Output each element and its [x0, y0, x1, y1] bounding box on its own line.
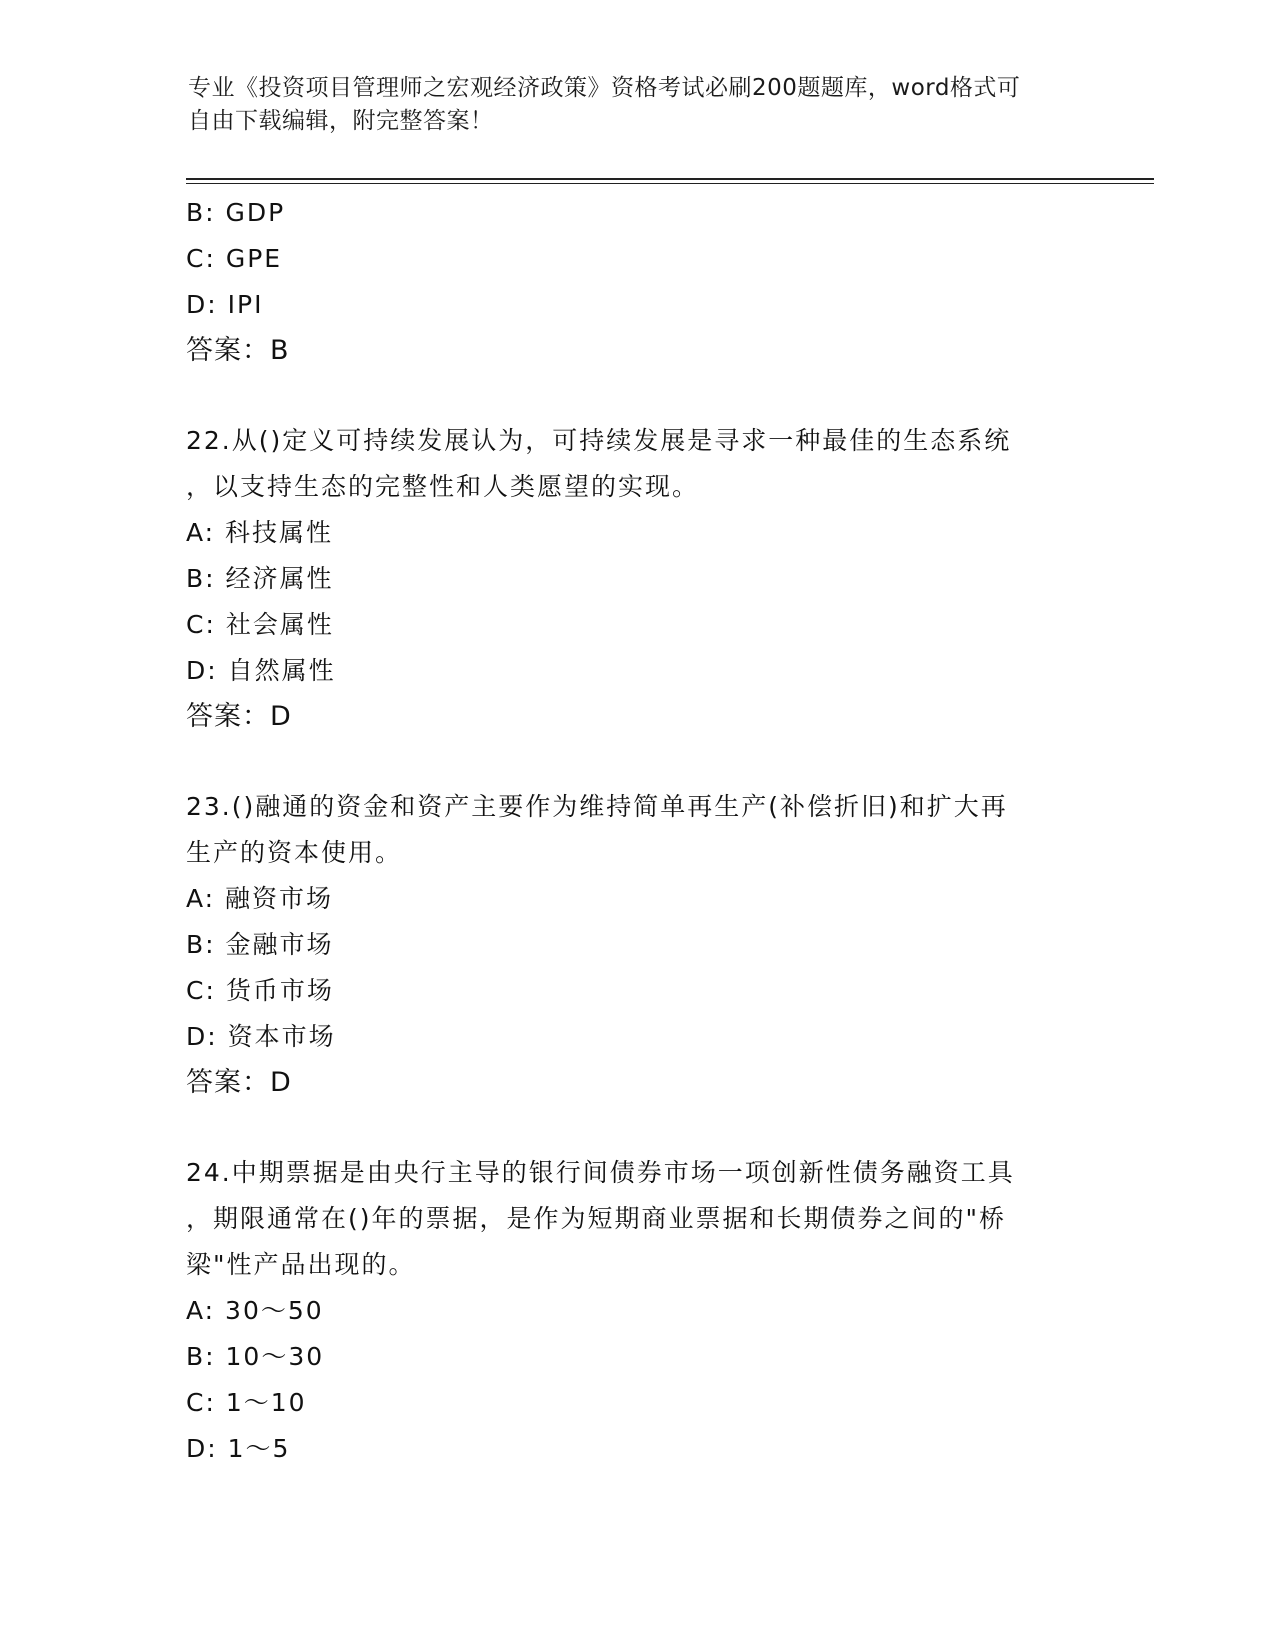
- option-a: A: 科技属性: [186, 518, 334, 547]
- header-title-line-1: 专业《投资项目管理师之宏观经济政策》资格考试必刷200题题库，word格式可: [188, 75, 1021, 101]
- option-b: B: 金融市场: [186, 930, 334, 959]
- question-21-tail: [186, 190, 1086, 374]
- question-22: [186, 418, 1086, 740]
- option-a: A: 融资市场: [186, 884, 334, 913]
- option-b: B: 10～30: [186, 1342, 325, 1371]
- option-c: C: GPE: [186, 244, 283, 273]
- document-header: [188, 72, 1068, 138]
- question-stem-line: ，期限通常在()年的票据，是作为短期商业票据和长期债券之间的"桥: [186, 1204, 1007, 1233]
- document-body: [186, 190, 1086, 1472]
- option-b: B: 经济属性: [186, 564, 334, 593]
- spacer: [186, 374, 1086, 418]
- option-d: D: 资本市场: [186, 1022, 336, 1051]
- spacer: [186, 740, 1086, 784]
- question-24: [186, 1150, 1086, 1472]
- option-d: D: 自然属性: [186, 656, 336, 685]
- spacer: [186, 1106, 1086, 1150]
- option-d: D: 1～5: [186, 1434, 291, 1463]
- option-c: C: 1～10: [186, 1388, 307, 1417]
- question-stem-line: 22.从()定义可持续发展认为，可持续发展是寻求一种最佳的生态系统: [186, 426, 1012, 455]
- question-stem-line: 23.()融通的资金和资产主要作为维持简单再生产(补偿折旧)和扩大再: [186, 792, 1008, 821]
- header-rule-thick: [186, 178, 1154, 180]
- header-rule-thin: [186, 183, 1154, 184]
- option-c: C: 货币市场: [186, 976, 334, 1005]
- answer-line: 答案：B: [186, 335, 290, 366]
- question-stem-line: 生产的资本使用。: [186, 838, 403, 867]
- option-d: D: IPI: [186, 290, 264, 319]
- option-c: C: 社会属性: [186, 610, 334, 639]
- question-23: [186, 784, 1086, 1106]
- option-b: B: GDP: [186, 198, 286, 227]
- header-title-line-2: 自由下载编辑，附完整答案！: [188, 108, 494, 134]
- answer-line: 答案：D: [186, 701, 292, 732]
- question-stem-line: ，以支持生态的完整性和人类愿望的实现。: [186, 472, 700, 501]
- option-a: A: 30～50: [186, 1296, 324, 1325]
- question-stem-line: 梁"性产品出现的。: [186, 1250, 416, 1279]
- question-stem-line: 24.中期票据是由央行主导的银行间债券市场一项创新性债务融资工具: [186, 1158, 1015, 1187]
- answer-line: 答案：D: [186, 1067, 292, 1098]
